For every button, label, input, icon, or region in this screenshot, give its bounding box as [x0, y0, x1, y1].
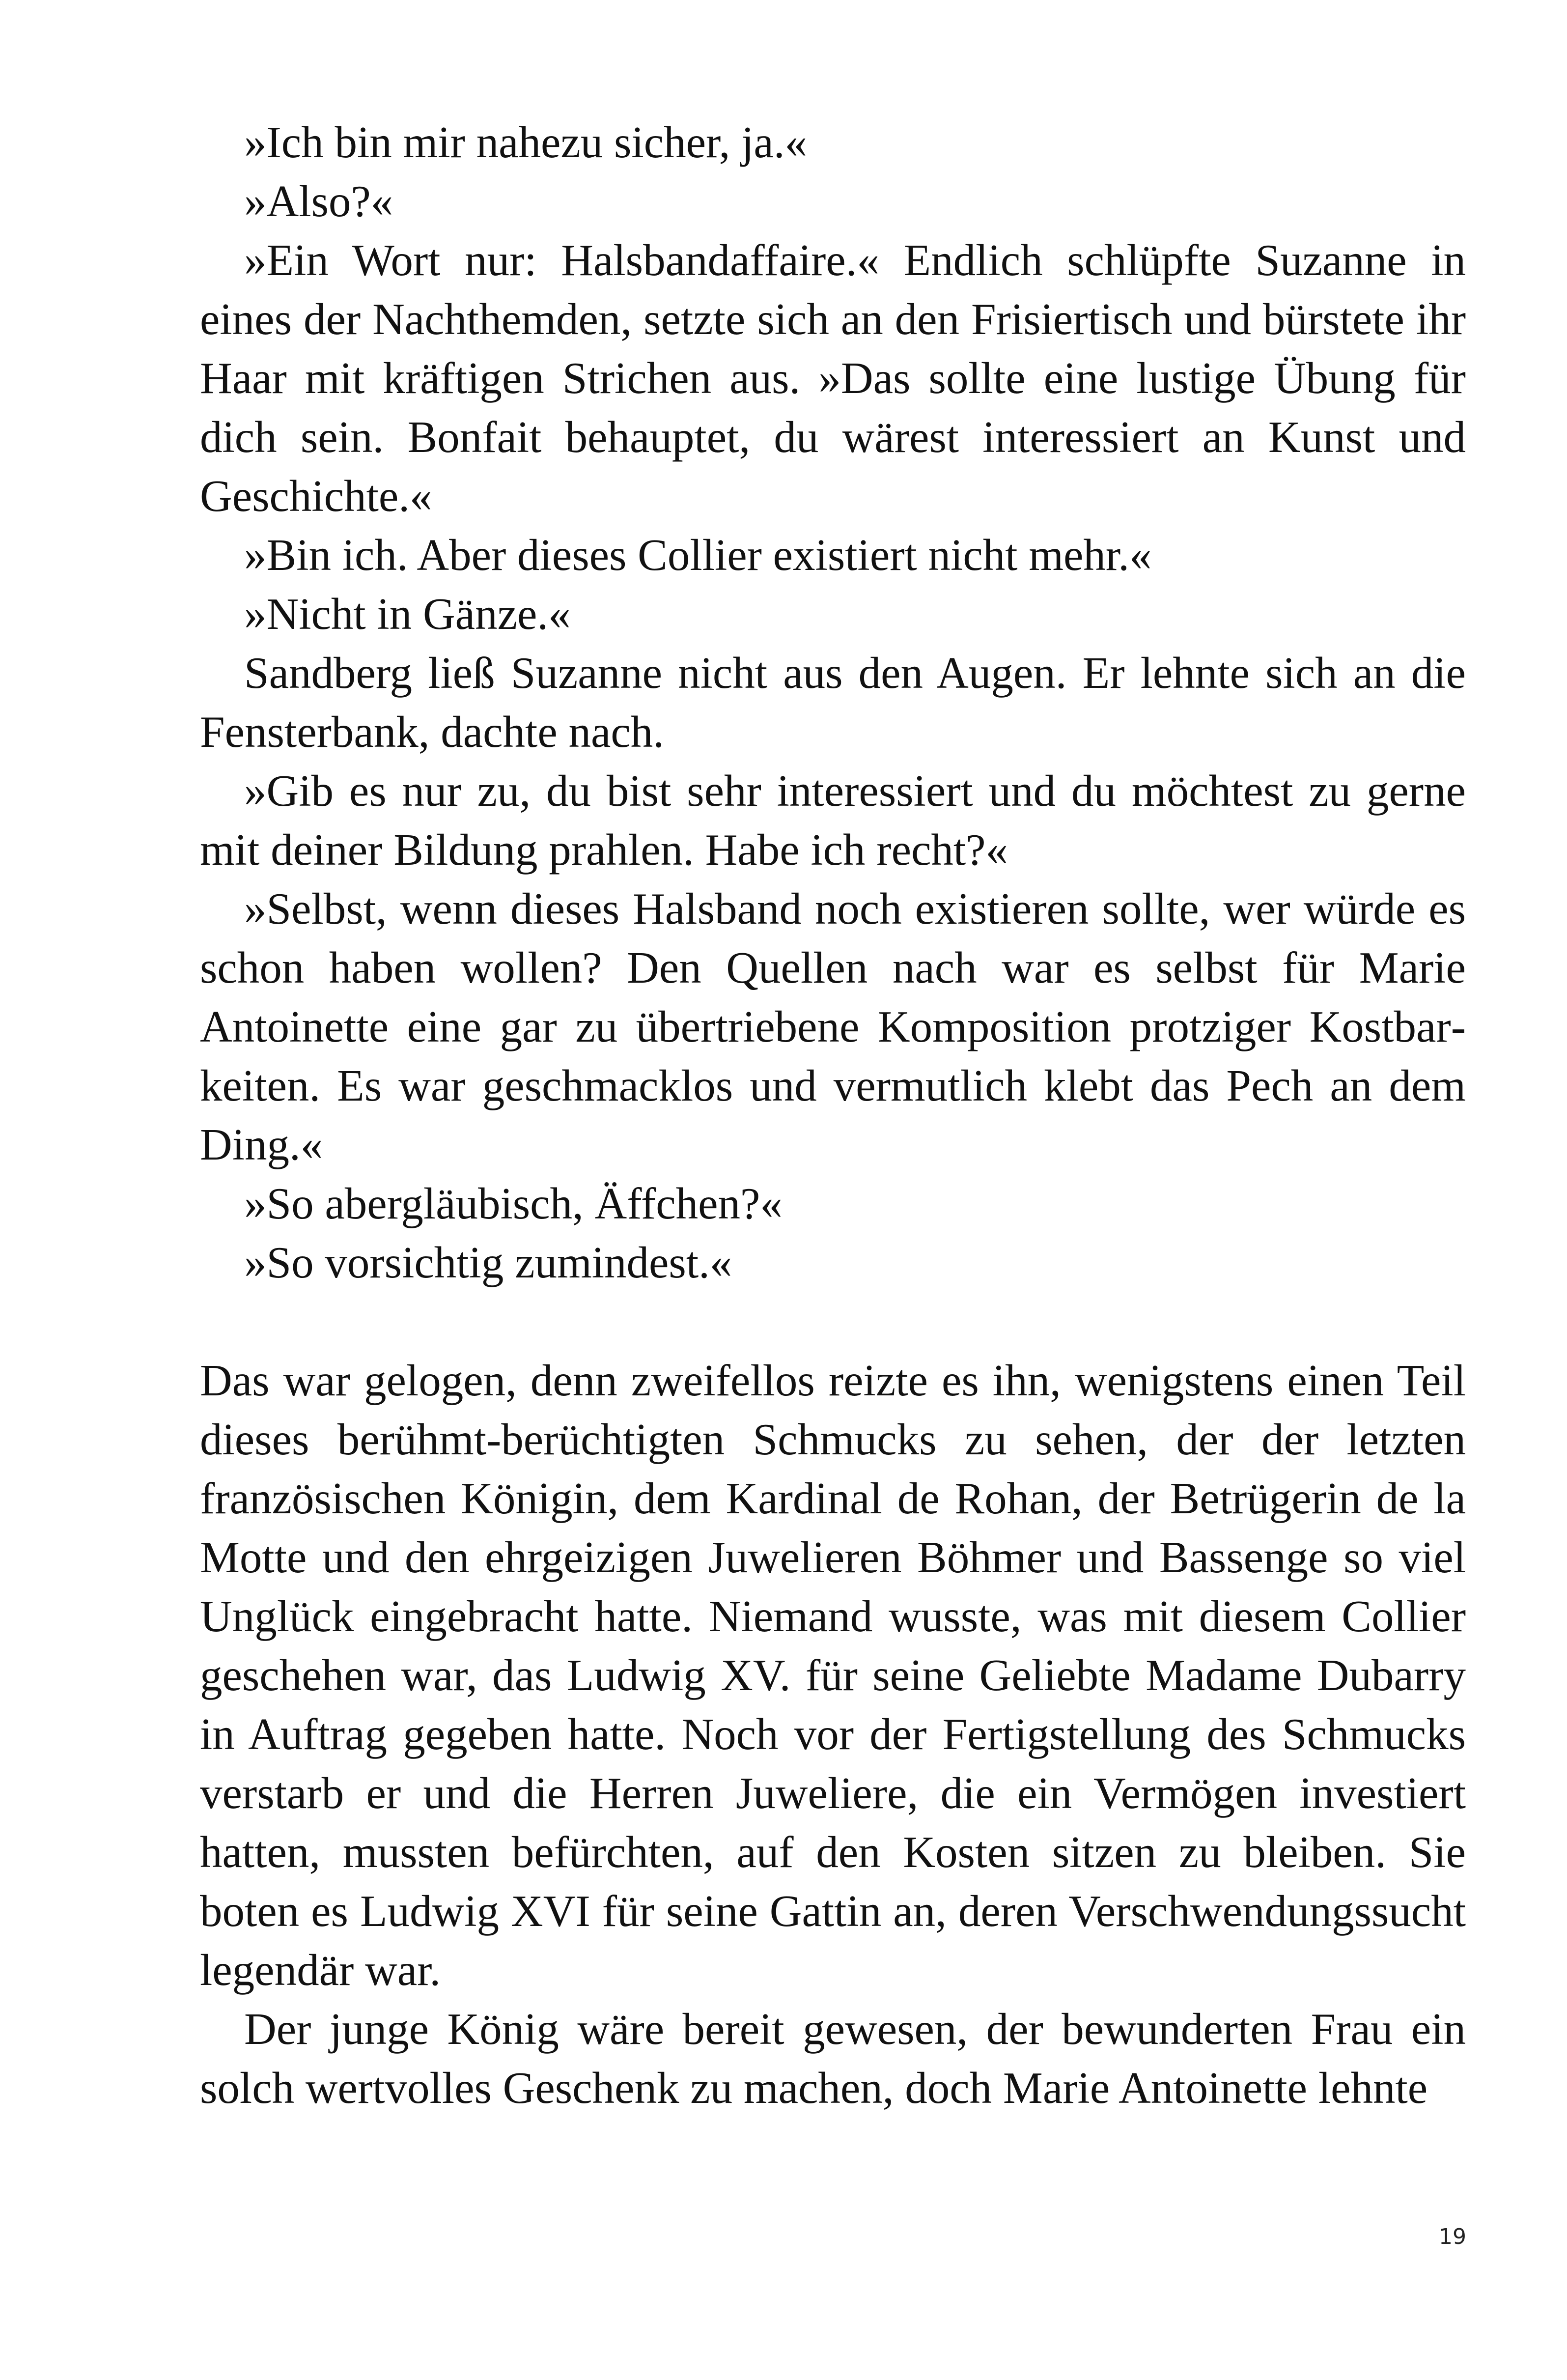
paragraph: »So vorsichtig zumindest.«: [244, 1238, 732, 1287]
paragraph: »Ich bin mir nahezu sicher, ja.«: [244, 117, 808, 167]
paragraph: »Ein Wort nur: Halsbandaffaire.« Endlich schlüpfte Suzanne in eines der Nachthemden, setzte sich an den Frisiertisch und bürstete ihr Haar mit kräftigen Strichen aus. »Das sollte eine lustige Übung für dich sein. Bonfait behauptet, du wärest interessiert an Kunst und Geschichte.«: [200, 235, 1466, 521]
body-text: [200, 113, 1466, 2118]
paragraph: Sandberg ließ Suzanne nicht aus den Augen. Er lehnte sich an die Fensterbank, dachte nach.: [200, 648, 1466, 757]
paragraph: »Also?«: [244, 176, 393, 226]
paragraph: Das war gelogen, denn zweifellos reizte es ihn, wenigstens einen Teil dieses berühmt-berüchtigten Schmucks zu sehen, der der letzten französischen Königin, dem Kardinal de Rohan, der Betrügerin de la Motte und den ehrgeizigen Juwelieren Böhmer und Bassenge so viel Unglück eingebracht hatte. Niemand wusste, was mit diesem Collier geschehen war, das Ludwig XV. für seine Geliebte Madame Dubarry in Auftrag gegeben hatte. Noch vor der Fertigstellung des Schmucks verstarb er und die Herren Juweliere, die ein Vermögen investiert hatten, mussten befürchten, auf den Kosten sitzen zu bleiben. Sie boten es Ludwig XVI für seine Gattin an, deren Verschwendungssucht legendär war.: [200, 1356, 1466, 1995]
paragraph: »Selbst, wenn dieses Halsband noch existieren sollte, wer würde es schon haben wollen? Den Quellen nach war es selbst für Marie Antoinette eine gar zu übertriebene Komposition protziger Kostbarkeiten. Es war geschmacklos und vermutlich klebt das Pech an dem Ding.«: [200, 884, 1466, 1169]
paragraph: Der junge König wäre bereit gewesen, der bewunderten Frau ein solch wertvolles Geschenk zu machen, doch Marie Antoinette lehnte: [200, 2004, 1466, 2113]
paragraph: »Nicht in Gänze.«: [244, 589, 571, 639]
page-number: 19: [1439, 2224, 1466, 2249]
paragraph: »Bin ich. Aber dieses Collier existiert nicht mehr.«: [244, 530, 1152, 580]
paragraph: »So abergläubisch, Äffchen?«: [244, 1179, 783, 1228]
paragraph: »Gib es nur zu, du bist sehr interessiert und du möchtest zu gerne mit deiner Bildung prahlen. Habe ich recht?«: [200, 766, 1466, 875]
